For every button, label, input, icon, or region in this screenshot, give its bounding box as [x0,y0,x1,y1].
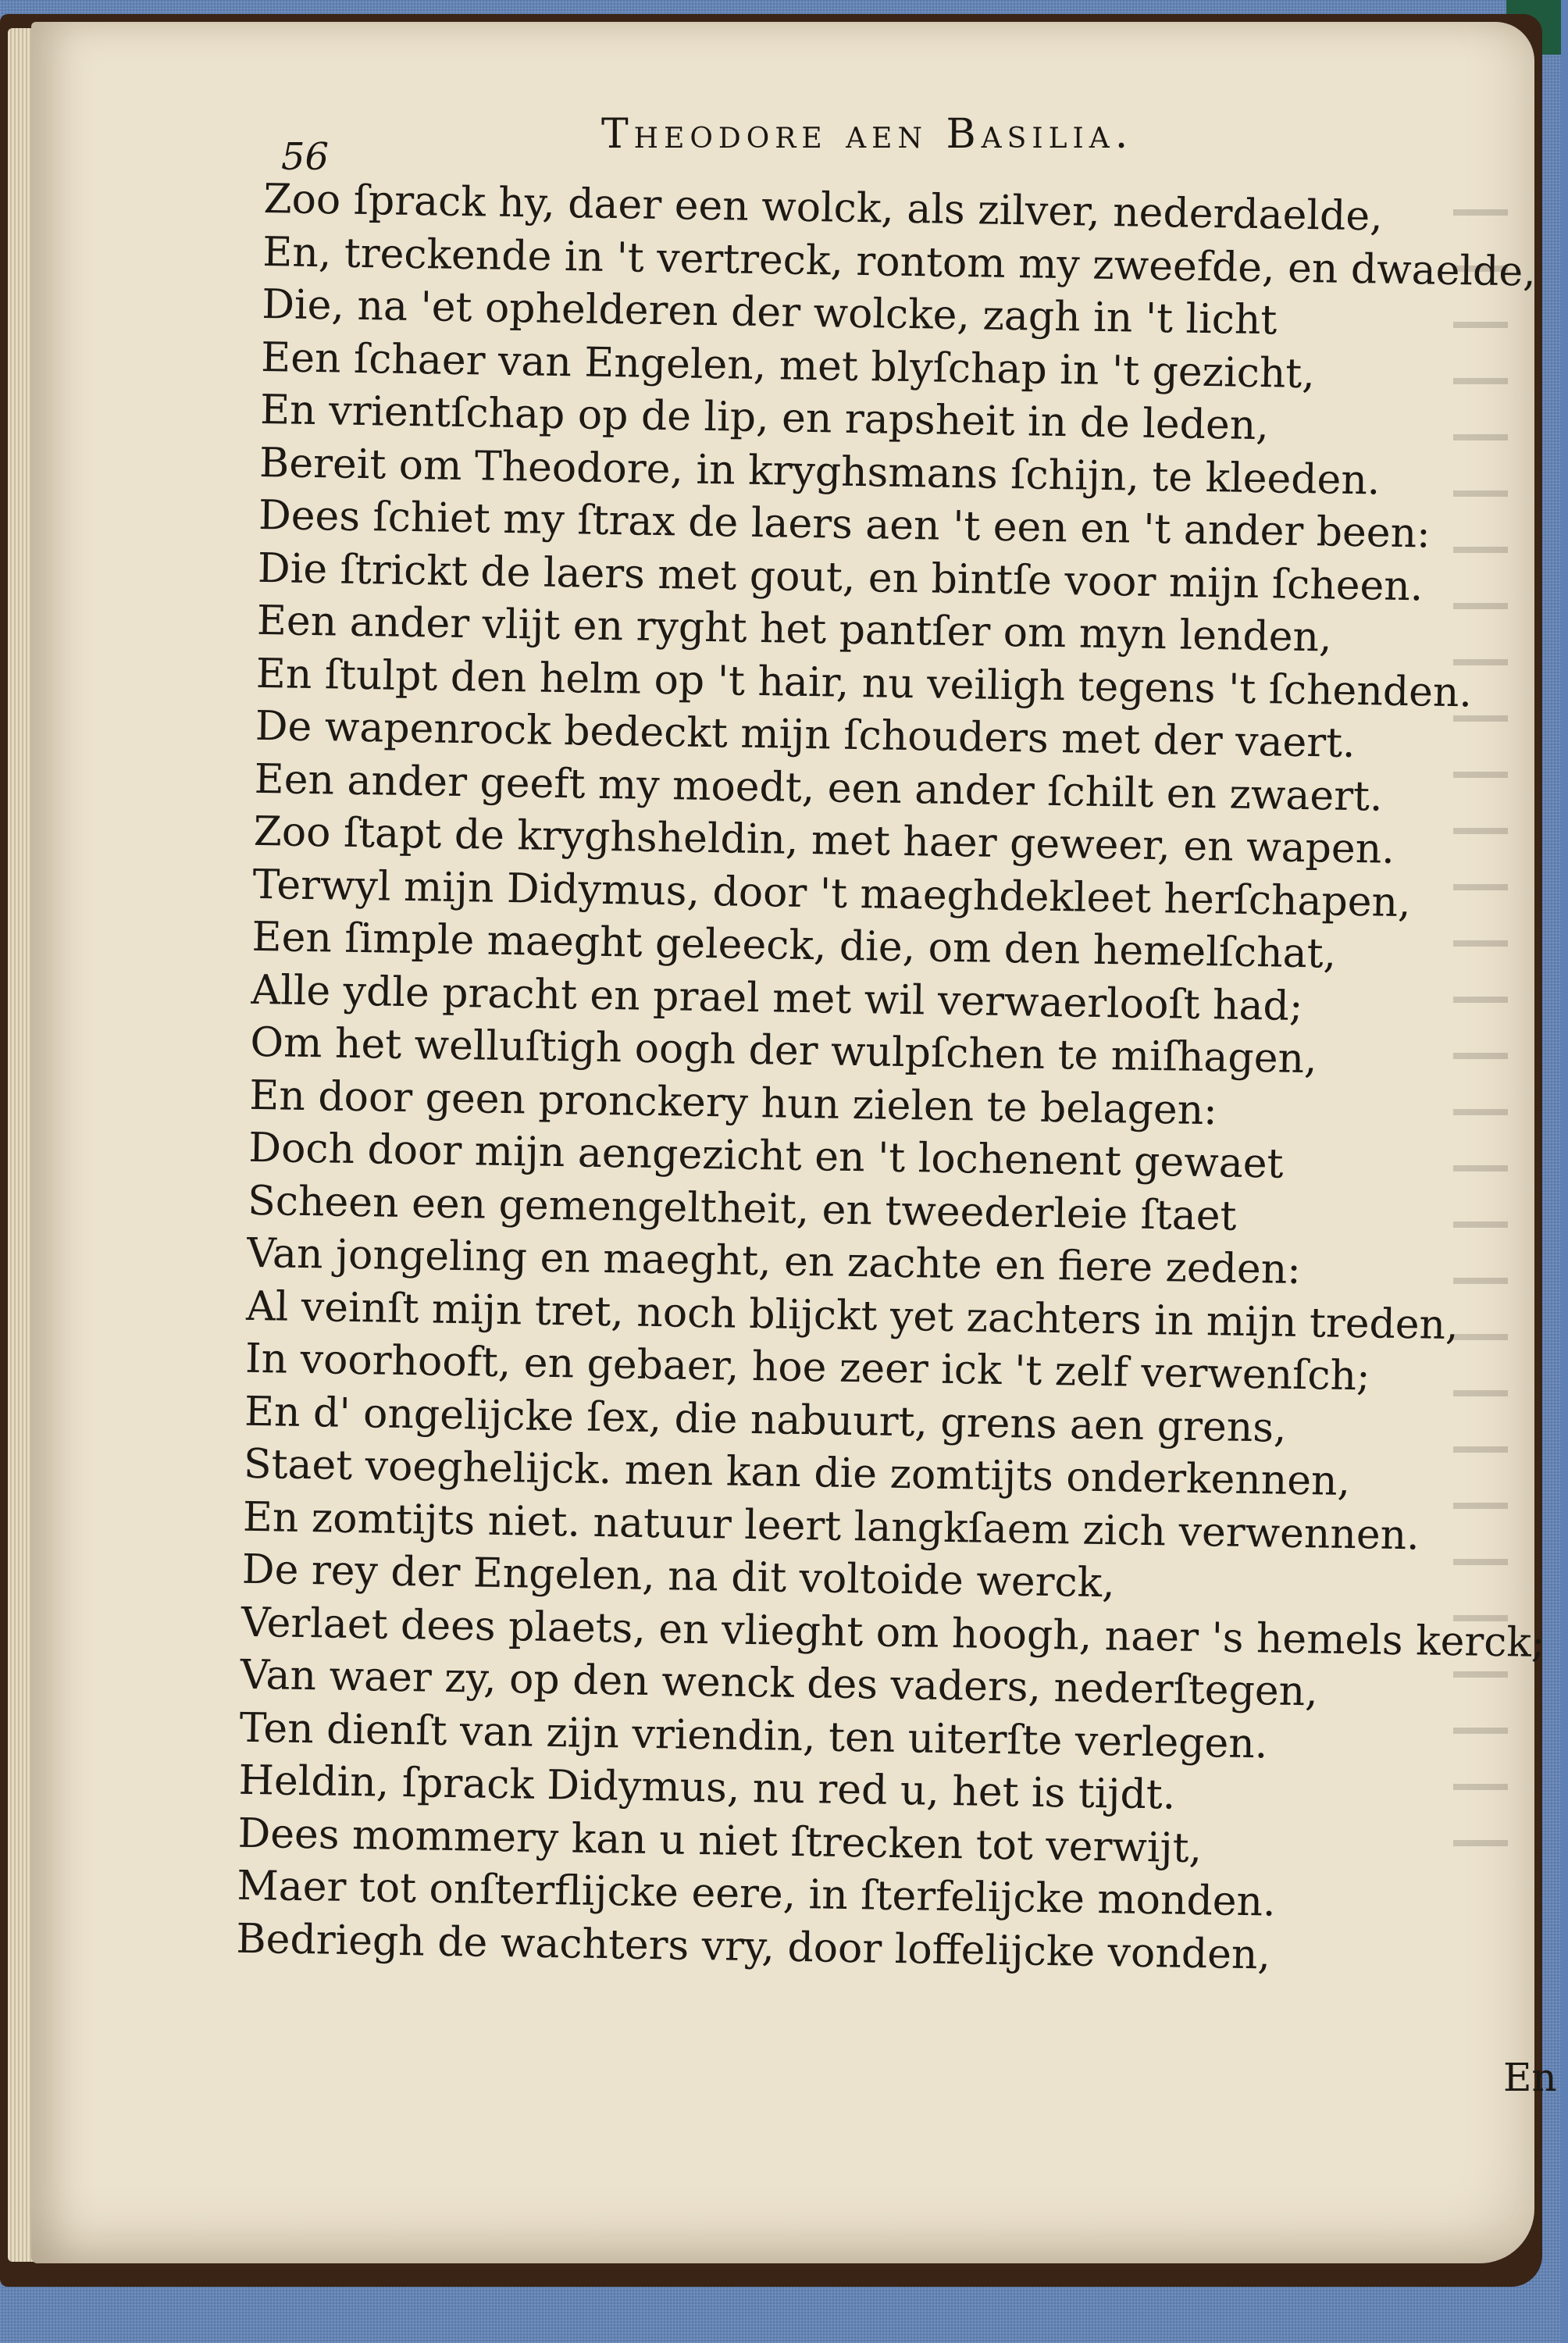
verse-line: Scheen een gemengeltheit, en tweederleie ſtaet [247,1177,1237,1240]
verse-line: Zoo ſprack hy, daer een wolck, als zilver, nederdaelde, [263,175,1384,241]
verse-line: En d' ongelijcke ſex, die nabuurt, grens aen grens, [244,1388,1287,1452]
verse-line: Staet voeghelijck. men kan die zomtijts onderkennen, [243,1440,1351,1506]
verse-line: Van waer zy, op den wenck des vaders, nederſtegen, [240,1651,1319,1716]
verse-line: Een ſchaer van Engelen, met blyſchap in 't gezicht, [260,333,1316,398]
verse-line: En zomtijts niet. natuur leert langkſaem zich verwennen. [242,1493,1420,1559]
verse-line: Bedriegh de wachters vry, door loffelijcke vonden, [236,1915,1271,1979]
verse-line: En ſtulpt den helm op 't hair, nu veiligh tegens 't ſchenden. [255,650,1473,716]
catchword: En [1503,2055,1557,2100]
verse-line: Maer tot onſterflijcke eere, in ſterfelijcke monden. [237,1862,1277,1926]
verse-line: Die ſtrickt de laers met gout, en bintſe voor mijn ſcheen. [257,544,1424,610]
verse-line: Bereit om Theodore, in kryghsmans ſchijn, te kleeden. [258,439,1381,504]
verse-line: Dees mommery kan u niet ſtrecken tot verwijt, [237,1810,1203,1872]
verse-line: Die, na 'et ophelderen der wolcke, zagh in 't licht [261,280,1278,344]
verse-line: Dees ſchiet my ſtrax de laers aen 't een en 't ander been: [258,491,1431,558]
verse-line: Een ander geeft my moedt, een ander ſchilt en zwaert. [254,755,1383,821]
poem-text-block [234,173,1545,2083]
verse-line: Een ander vlijt en ryght het pantſer om myn lenden, [256,597,1333,662]
verse-line: Om het welluſtigh oogh der wulpſchen te miſhagen, [250,1018,1317,1083]
verse-line: In voorhooft, en gebaer, hoe zeer ick 't zelf verwenſch; [244,1335,1370,1400]
verse-line: Verlaet dees plaets, en vlieght om hoogh, naer 's hemels kerck; [241,1599,1545,1667]
verse-line: Alle ydle pracht en prael met wil verwaerlooſt had; [251,966,1303,1030]
verse-line: Van jongeling en maeght, en zachte en fiere zeden: [246,1229,1302,1294]
verse-line: Zoo ſtapt de kryghsheldin, met haer geweer, en wapen. [253,808,1395,873]
verse-line: Terwyl mijn Didymus, door 't maeghdekleet herſchapen, [252,861,1412,926]
verse-line: En, treckende in 't vertreck, rontom my zweefde, en dwaelde, [262,228,1537,296]
verse-line: Doch door mijn aengezicht en 't lochenent gewaet [248,1124,1284,1188]
verse-line: De wapenrock bedeckt mijn ſchouders met der vaert. [255,702,1356,768]
page-number: 56 [281,135,330,179]
running-header: Theodore aen Basilia. [601,111,1134,158]
verse-line: Een ſimple maeght geleeck, die, om den hemelſchat, [251,913,1337,978]
verse-line: En door geen pronckery hun zielen te belagen: [248,1072,1218,1134]
verse-line: En vrientſchap op de lip, en rapsheit in de leden, [259,386,1270,450]
verse-line: De rey der Engelen, na dit voltoide werck, [241,1546,1116,1607]
verse-line: Ten dienſt van zijn vriendin, ten uiterſte verlegen. [239,1704,1268,1767]
verse-line: Al veinſt mijn tret, noch blijckt yet zachters in mijn treden, [245,1282,1459,1349]
verse-line: Heldin, ſprack Didymus, nu red u, het is tijdt. [238,1756,1176,1819]
